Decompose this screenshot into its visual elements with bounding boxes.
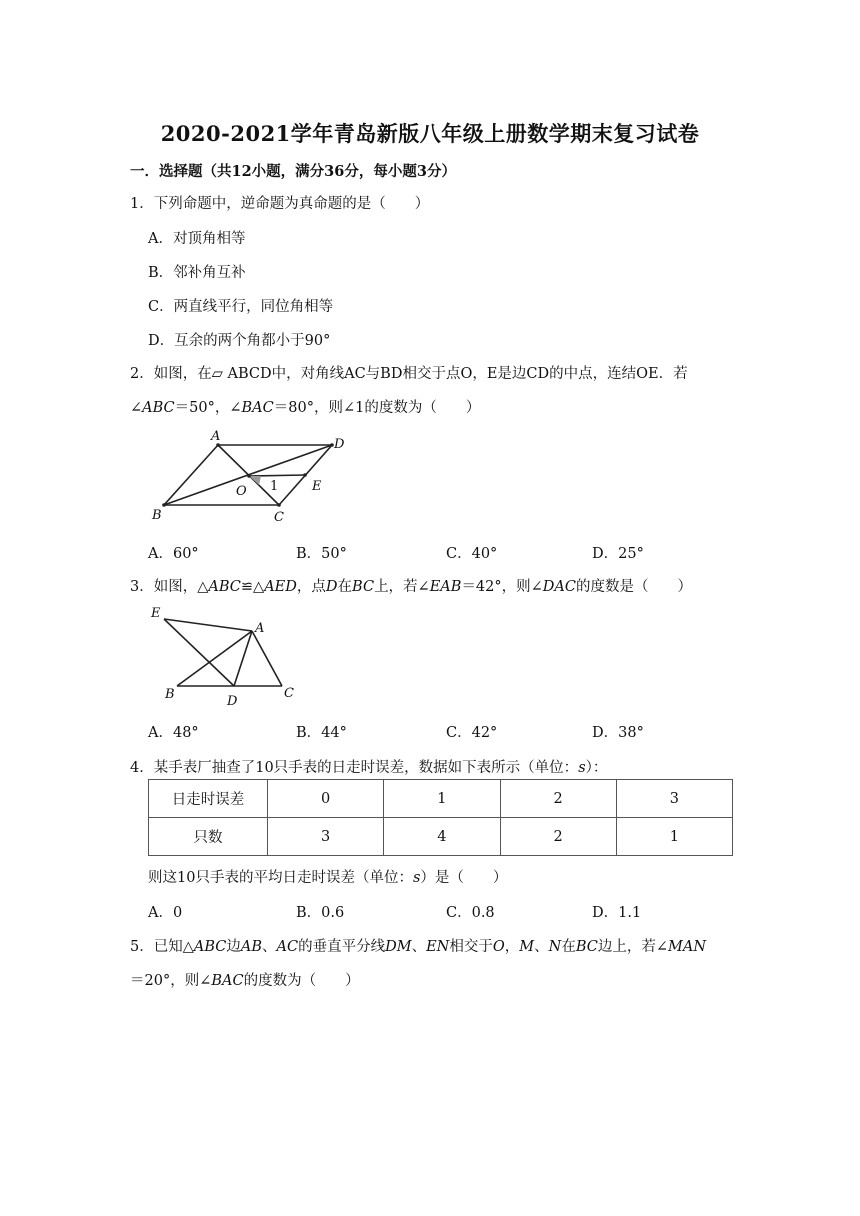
q3-label-c: C xyxy=(284,686,294,701)
q4-option-d: D．1.1 xyxy=(592,905,642,921)
table-cell: 2 xyxy=(500,780,616,818)
q2-label-c: C xyxy=(274,510,284,524)
q3-label-d: D xyxy=(227,694,238,709)
table-cell: 2 xyxy=(500,818,616,856)
table-row xyxy=(149,780,733,818)
q3-option-c: C．42° xyxy=(446,725,498,741)
q4-option-b: B．0.6 xyxy=(296,905,345,921)
q4-stem: 4．某手表厂抽查了10只手表的日走时误差，数据如下表所示（单位：s）： xyxy=(130,760,608,776)
q3-label-a: A xyxy=(255,621,265,636)
q2-label-o: O xyxy=(236,484,247,499)
table-cell: 3 xyxy=(616,780,732,818)
q2-stem-line2: ∠ABC＝50°，∠BAC＝80°，则∠1的度数为（ ） xyxy=(130,400,481,416)
table-cell: 4 xyxy=(384,818,500,856)
q2-label-angle1: 1 xyxy=(270,479,279,494)
q1-option-d: D．互余的两个角都小于90° xyxy=(148,333,331,349)
section-heading: 一．选择题（共12小题，满分36分，每小题3分） xyxy=(130,163,456,180)
q1-option-b: B．邻补角互补 xyxy=(148,265,246,281)
q1-stem: 1．下列命题中，逆命题为真命题的是（ ） xyxy=(130,196,430,212)
q4-data-table xyxy=(148,779,733,856)
q2-label-e: E xyxy=(312,479,322,494)
table-row xyxy=(149,818,733,856)
q2-stem-line1: 2．如图，在▱ ABCD中，对角线AC与BD相交于点O，E是边CD的中点，连结OE．若 xyxy=(130,366,688,382)
q4-option-a: A．0 xyxy=(148,905,183,921)
q1-option-a: A．对顶角相等 xyxy=(148,231,246,247)
q3-option-d: D．38° xyxy=(592,725,644,741)
q4-followup: 则这10只手表的平均日走时误差（单位：s）是（ ） xyxy=(148,870,508,886)
q2-option-c: C．40° xyxy=(446,546,498,562)
q5-stem-line1: 5．已知△ABC边AB、AC的垂直平分线DM、EN相交于O，M、N在BC边上，若∠MAN xyxy=(130,939,707,955)
q3-option-a: A．48° xyxy=(148,725,199,741)
q1-option-c: C．两直线平行，同位角相等 xyxy=(148,299,334,315)
exam-title: 2020-2021学年青岛新版八年级上册数学期末复习试卷 xyxy=(160,121,700,146)
q3-triangle-figure xyxy=(148,600,308,710)
q2-option-a: A．60° xyxy=(148,546,199,562)
q2-label-a: A xyxy=(211,429,221,444)
q2-label-d: D xyxy=(334,437,345,452)
table-cell: 1 xyxy=(616,818,732,856)
q3-option-b: B．44° xyxy=(296,725,347,741)
table-cell: 0 xyxy=(268,780,384,818)
q2-parallelogram-figure xyxy=(148,428,348,524)
q3-label-b: B xyxy=(165,687,175,702)
q4-option-c: C．0.8 xyxy=(446,905,495,921)
table-cell: 3 xyxy=(268,818,384,856)
q2-label-b: B xyxy=(152,508,162,523)
table-cell: 1 xyxy=(384,780,500,818)
table-cell: 只数 xyxy=(149,818,268,856)
q5-stem-line2: ＝20°，则∠BAC的度数为（ ） xyxy=(130,973,360,989)
q2-option-d: D．25° xyxy=(592,546,644,562)
table-cell: 日走时误差 xyxy=(149,780,268,818)
q3-stem: 3．如图，△ABC≌△AED，点D在BC上，若∠EAB＝42°，则∠DAC的度数是（ ） xyxy=(130,579,692,595)
q2-option-b: B．50° xyxy=(296,546,347,562)
q3-label-e: E xyxy=(151,606,161,621)
